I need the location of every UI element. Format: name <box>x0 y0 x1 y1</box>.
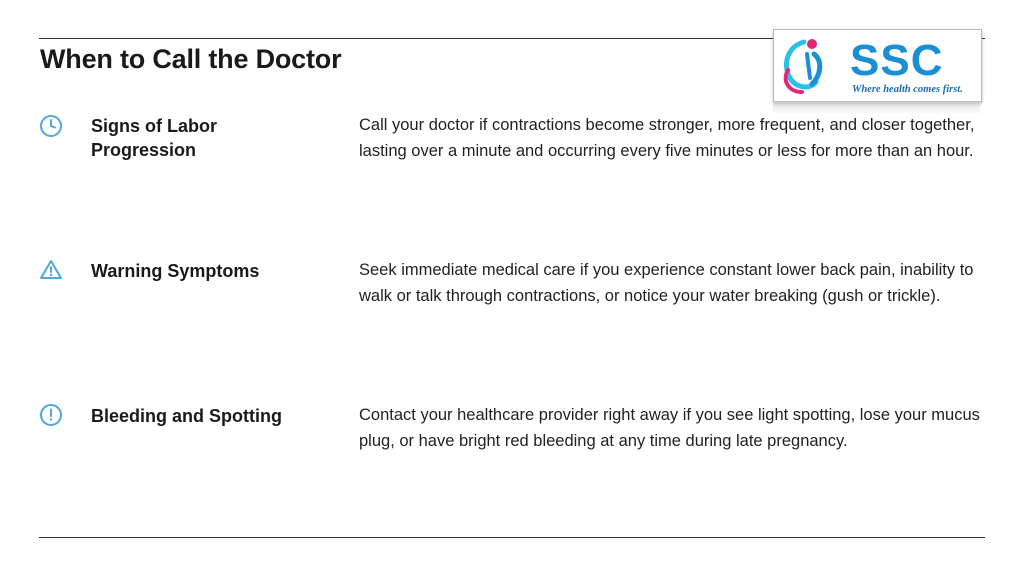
clock-icon <box>39 114 63 138</box>
alert-circle-icon <box>39 403 63 427</box>
row-body: Seek immediate medical care if you experience constant lower back pain, inability to walk or talk through contractions, or notice your water breaking (gush or trickle). <box>359 261 974 305</box>
ssc-logo <box>773 29 982 102</box>
warning-triangle-icon <box>39 258 63 282</box>
ssc-logo-graphic <box>774 30 981 101</box>
row-heading: Bleeding and Spotting <box>91 406 282 426</box>
row-heading: Signs of Labor Progression <box>91 116 217 160</box>
logo-brand-text: SSC <box>850 36 944 85</box>
row-heading: Warning Symptoms <box>91 261 260 281</box>
page-title: When to Call the Doctor <box>40 44 342 74</box>
logo-tagline: Where health comes first. <box>852 84 963 95</box>
bottom-divider <box>39 537 985 538</box>
row-body: Call your doctor if contractions become stronger, more frequent, and closer together, lasting over a minute and occurring every five minutes or less for more than an hour. <box>359 116 975 160</box>
row-body: Contact your healthcare provider right away if you see light spotting, lose your mucus plug, or have bright red bleeding at any time during late pregnancy. <box>359 406 980 450</box>
